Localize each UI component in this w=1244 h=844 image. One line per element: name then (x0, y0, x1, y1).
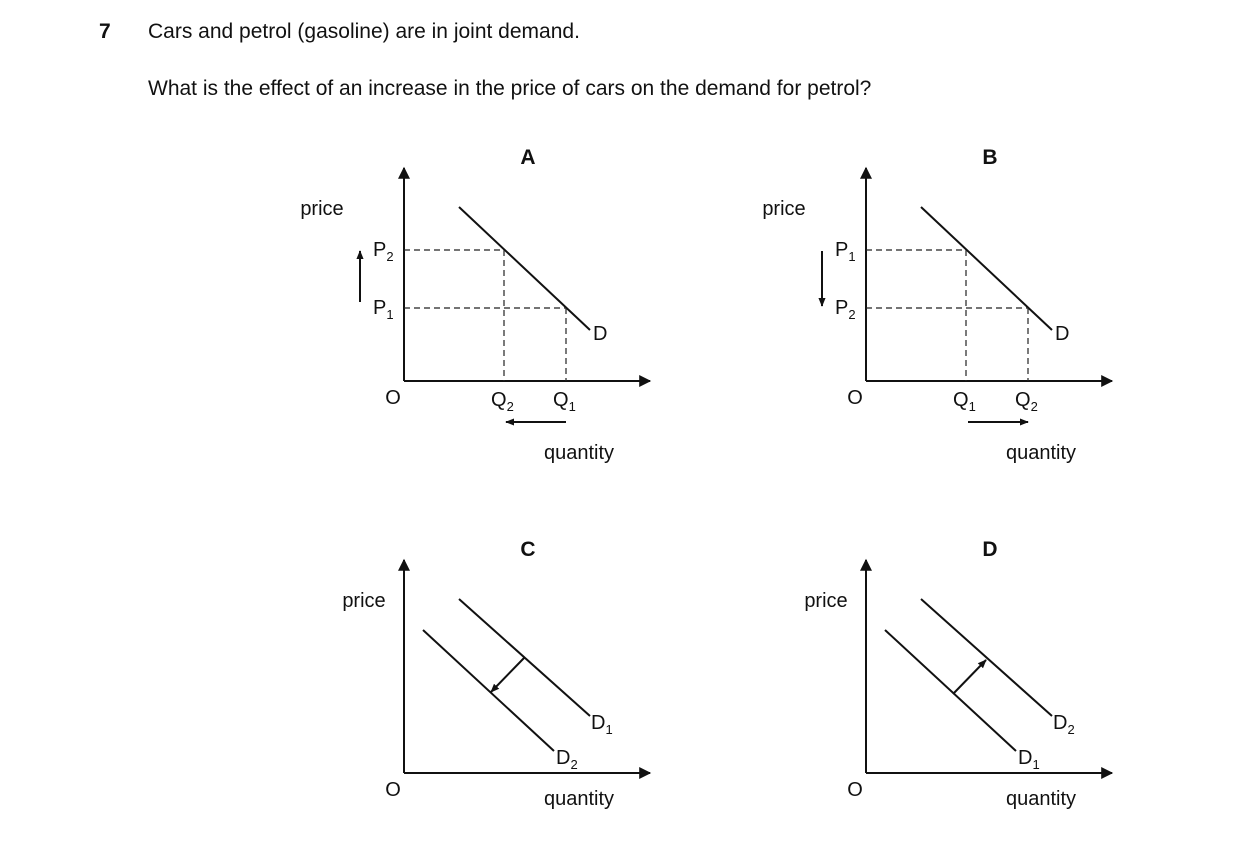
option-b-upper-price-label: $P_1$ (835, 239, 856, 264)
option-c-letter: C (520, 538, 536, 561)
question-stem-line-1: Cars and petrol (gasoline) are in joint demand. (148, 20, 580, 43)
option-d-outward-shift-arrow (953, 660, 986, 694)
option-d-letter: D (982, 538, 998, 561)
option-d-outer-demand-curve (921, 599, 1052, 716)
option-a-origin: O (385, 387, 401, 409)
option-a-right-quantity-label: $Q_1$ (553, 389, 576, 414)
option-c-price-label: price (342, 590, 386, 612)
question-number: 7 (99, 20, 111, 43)
option-a-left-quantity-label: $Q_2$ (491, 389, 514, 414)
option-a-demand-label: D (593, 323, 608, 345)
question-stem-line-2: What is the effect of an increase in the price of cars on the demand for petrol? (148, 77, 872, 100)
option-a-price-label: price (300, 198, 344, 220)
option-d-outer-curve-label: $D_2$ (1053, 712, 1075, 737)
option-b-demand-label: D (1055, 323, 1070, 345)
option-c-inner-demand-curve (423, 630, 554, 751)
option-a-lower-price-label: $P_1$ (373, 297, 394, 322)
option-d-inner-demand-curve (885, 630, 1016, 751)
option-c-outer-curve-label: $D_1$ (591, 712, 613, 737)
option-c-outer-demand-curve (459, 599, 590, 716)
option-d-diagram (804, 538, 1112, 810)
option-b-diagram (762, 146, 1112, 464)
option-d-quantity-label: quantity (1005, 788, 1077, 810)
option-a-upper-price-label: $P_2$ (373, 239, 394, 264)
option-b-left-quantity-label: $Q_1$ (953, 389, 976, 414)
option-c-origin: O (385, 779, 401, 801)
option-c-diagram (342, 538, 650, 810)
option-c-inner-curve-label: $D_2$ (556, 747, 578, 772)
option-a-demand-curve (459, 207, 590, 330)
option-b-right-quantity-label: $Q_2$ (1015, 389, 1038, 414)
option-c-quantity-label: quantity (543, 788, 615, 810)
option-b-letter: B (982, 146, 998, 169)
option-b-quantity-label: quantity (1005, 442, 1077, 464)
option-d-price-label: price (804, 590, 848, 612)
option-a-letter: A (520, 146, 536, 169)
option-b-origin: O (847, 387, 863, 409)
option-c-inward-shift-arrow (491, 658, 524, 692)
option-b-demand-curve (921, 207, 1052, 330)
option-b-price-label: price (762, 198, 806, 220)
option-a-quantity-label: quantity (543, 442, 615, 464)
option-b-lower-price-label: $P_2$ (835, 297, 856, 322)
option-d-origin: O (847, 779, 863, 801)
option-d-inner-curve-label: $D_1$ (1018, 747, 1040, 772)
option-a-diagram (300, 146, 650, 464)
